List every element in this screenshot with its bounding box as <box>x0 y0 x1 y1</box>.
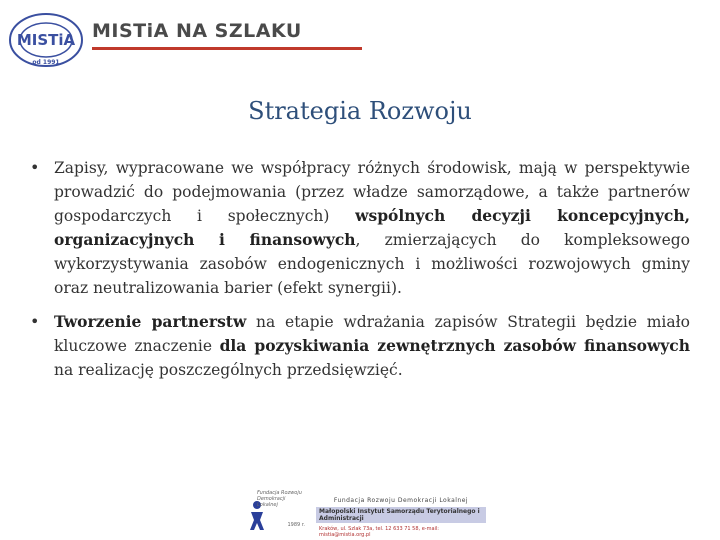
slide-title: Strategia Rozwoju <box>248 97 472 125</box>
bullet-icon: • <box>30 312 40 331</box>
bullet-text <box>54 156 690 300</box>
footer-info <box>316 497 486 538</box>
bold-segment: Tworzenie partnerstw <box>54 312 247 331</box>
brand-title: MISTiA NA SZLAKU <box>92 20 302 42</box>
bullet-item <box>30 156 690 300</box>
mistia-logo <box>8 12 84 68</box>
frdl-year: 1989 r. <box>287 522 305 528</box>
bullet-list <box>30 156 690 392</box>
bold-segment: dla pozyskiwania zewnętrznych zasobów finansowych <box>219 336 690 355</box>
logo-text: MISTiA <box>16 31 76 49</box>
text-segment: na etapie wdrażania zapisów Strategii będzie miało kluczowe znaczenie <box>54 313 690 355</box>
frdl-text: Fundacja Rozwoju Demokracji Lokalnej <box>257 490 302 508</box>
text-segment: na realizację poszczególnych przedsięwzięć. <box>54 361 403 379</box>
footer-org-name: Fundacja Rozwoju Demokracji Lokalnej <box>333 497 469 504</box>
bullet-item <box>30 310 690 382</box>
bullet-text <box>54 310 690 382</box>
text-segment: Zapisy, wypracowane we współpracy różnych środowisk, mają w perspektywie prowadzić do podejmowania (przez władze samorządowe, a także partnerów gospodarczych i społecznych) <box>54 159 690 225</box>
text-segment: , zmierzających do kompleksowego wykorzystywania zasobów endogenicznych i możliwości rozwojowych gminy oraz neutralizowania barier (efekt synergii). <box>54 231 690 297</box>
logo-year: od 1991 <box>32 59 60 66</box>
footer-institute-name: Małopolski Instytut Samorządu Terytorialnego i Administracji <box>316 507 486 523</box>
bullet-icon: • <box>30 158 40 177</box>
frdl-logo <box>243 490 305 534</box>
bold-segment: wspólnych decyzji koncepcyjnych, organizacyjnych i finansowych <box>54 206 690 249</box>
brand-underline <box>92 47 362 50</box>
footer-contact: Kraków, ul. Szlak 73a, tel. 12 633 71 58, e-mail: mistia@mistia.org.pl <box>319 526 439 538</box>
